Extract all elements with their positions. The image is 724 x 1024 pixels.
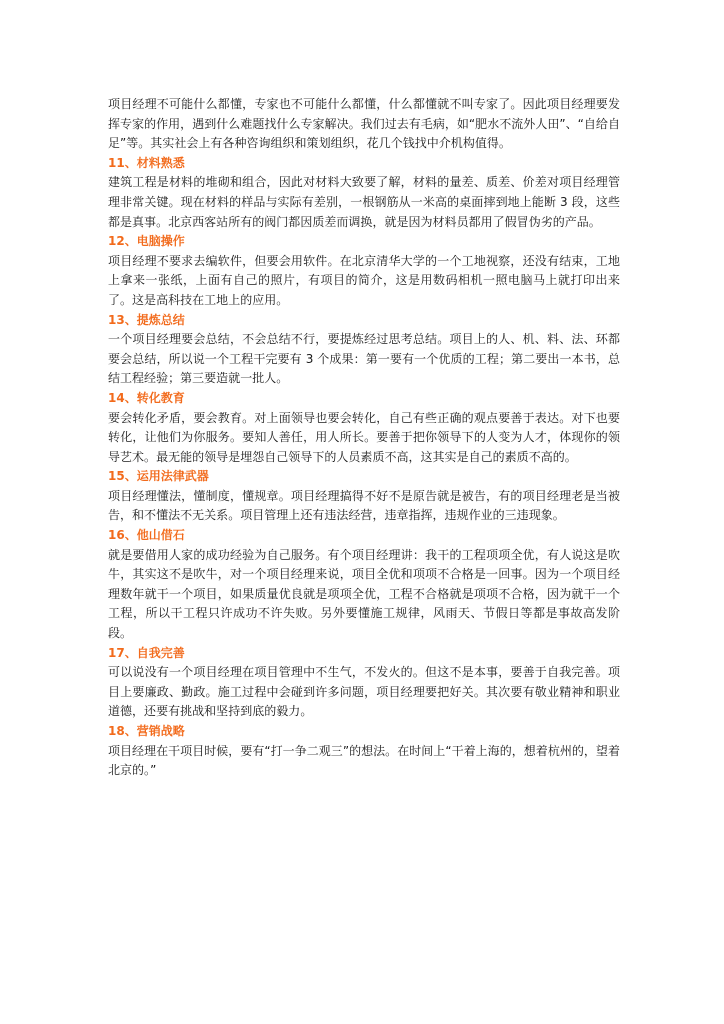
document-page — [108, 95, 620, 781]
section-heading-12: 12、电脑操作 — [108, 234, 185, 249]
section-heading-11: 11、材料熟悉 — [108, 155, 185, 170]
section-body-18: 项目经理在干项目时候，要有“打一争二观三”的想法。在时间上“干着上海的，想着杭州的，望着北京的。” — [108, 743, 620, 778]
section-body-16: 就是要借用人家的成功经验为自己服务。有个项目经理讲：我干的工程项项全优，有人说这是吹牛，其实这不是吹牛，对一个项目经理来说，项目全优和项项不合格是一回事。因为一个项目经理数年就干一个项目，如果质量优良就是项项全优，工程不合格就是项项不合格，因为就干一个工程，所以干工程只许成功不许失败。另外要懂施工规律，风雨天、节假日等都是事故高发阶段。 — [108, 547, 620, 641]
section-heading-14: 14、转化教育 — [108, 390, 185, 405]
section-body-13: 一个项目经理要会总结，不会总结不行，要提炼经过思考总结。项目上的人、机、料、法、环都要会总结，所以说一个工程干完要有 3 个成果：第一要有一个优质的工程；第二要出一本书，总结工程经验；第三要造就一批人。 — [108, 332, 620, 386]
section-body-14: 要会转化矛盾，要会教育。对上面领导也要会转化，自己有些正确的观点要善于表达。对下也要转化，让他们为你服务。要知人善任，用人所长。要善于把你领导下的人变为人才，体现你的领导艺术。最无能的领导是埋怨自己领导下的人员素质不高，这其实是自己的素质不高的。 — [108, 410, 620, 464]
section-body-12: 项目经理不要求去编软件，但要会用软件。在北京清华大学的一个工地视察，还没有结束，工地上拿来一张纸，上面有自己的照片，有项目的简介，这是用数码相机一照电脑马上就打印出来了。这是高科技在工地上的应用。 — [108, 253, 620, 307]
section-heading-17: 17、自我完善 — [108, 645, 185, 660]
section-heading-16: 16、他山借石 — [108, 528, 185, 543]
section-body-15: 项目经理懂法，懂制度，懂规章。项目经理搞得不好不是原告就是被告，有的项目经理老是当被告，和不懂法不无关系。项目管理上还有违法经营，违章指挥，违规作业的三违现象。 — [108, 488, 620, 523]
section-body-17: 可以说没有一个项目经理在项目管理中不生气，不发火的。但这不是本事，要善于自我完善。项目上要廉政、勤政。施工过程中会碰到许多问题，项目经理要把好关。其次要有敬业精神和职业道德，还要有挑战和坚持到底的毅力。 — [108, 665, 620, 719]
intro-paragraph: 项目经理不可能什么都懂，专家也不可能什么都懂，什么都懂就不叫专家了。因此项目经理要发挥专家的作用，遇到什么难题找什么专家解决。我们过去有毛病，如“肥水不流外人田”、“自给自足”等。其实社会上有各种咨询组织和策划组织，花几个钱找中介机构值得。 — [108, 97, 620, 151]
section-heading-15: 15、运用法律武器 — [108, 469, 209, 484]
section-heading-13: 13、提炼总结 — [108, 312, 185, 327]
section-heading-18: 18、营销战略 — [108, 724, 185, 738]
section-body-11: 建筑工程是材料的堆砌和组合，因此对材料大致要了解，材料的量差、质差、价差对项目经理管理非常关键。现在材料的样品与实际有差别，一根钢筋从一米高的桌面摔到地上能断 3 段，这些都是真事。北京西客站所有的阀门都因质差而调换，就是因为材料员都用了假冒伪劣的产品。 — [108, 175, 620, 229]
